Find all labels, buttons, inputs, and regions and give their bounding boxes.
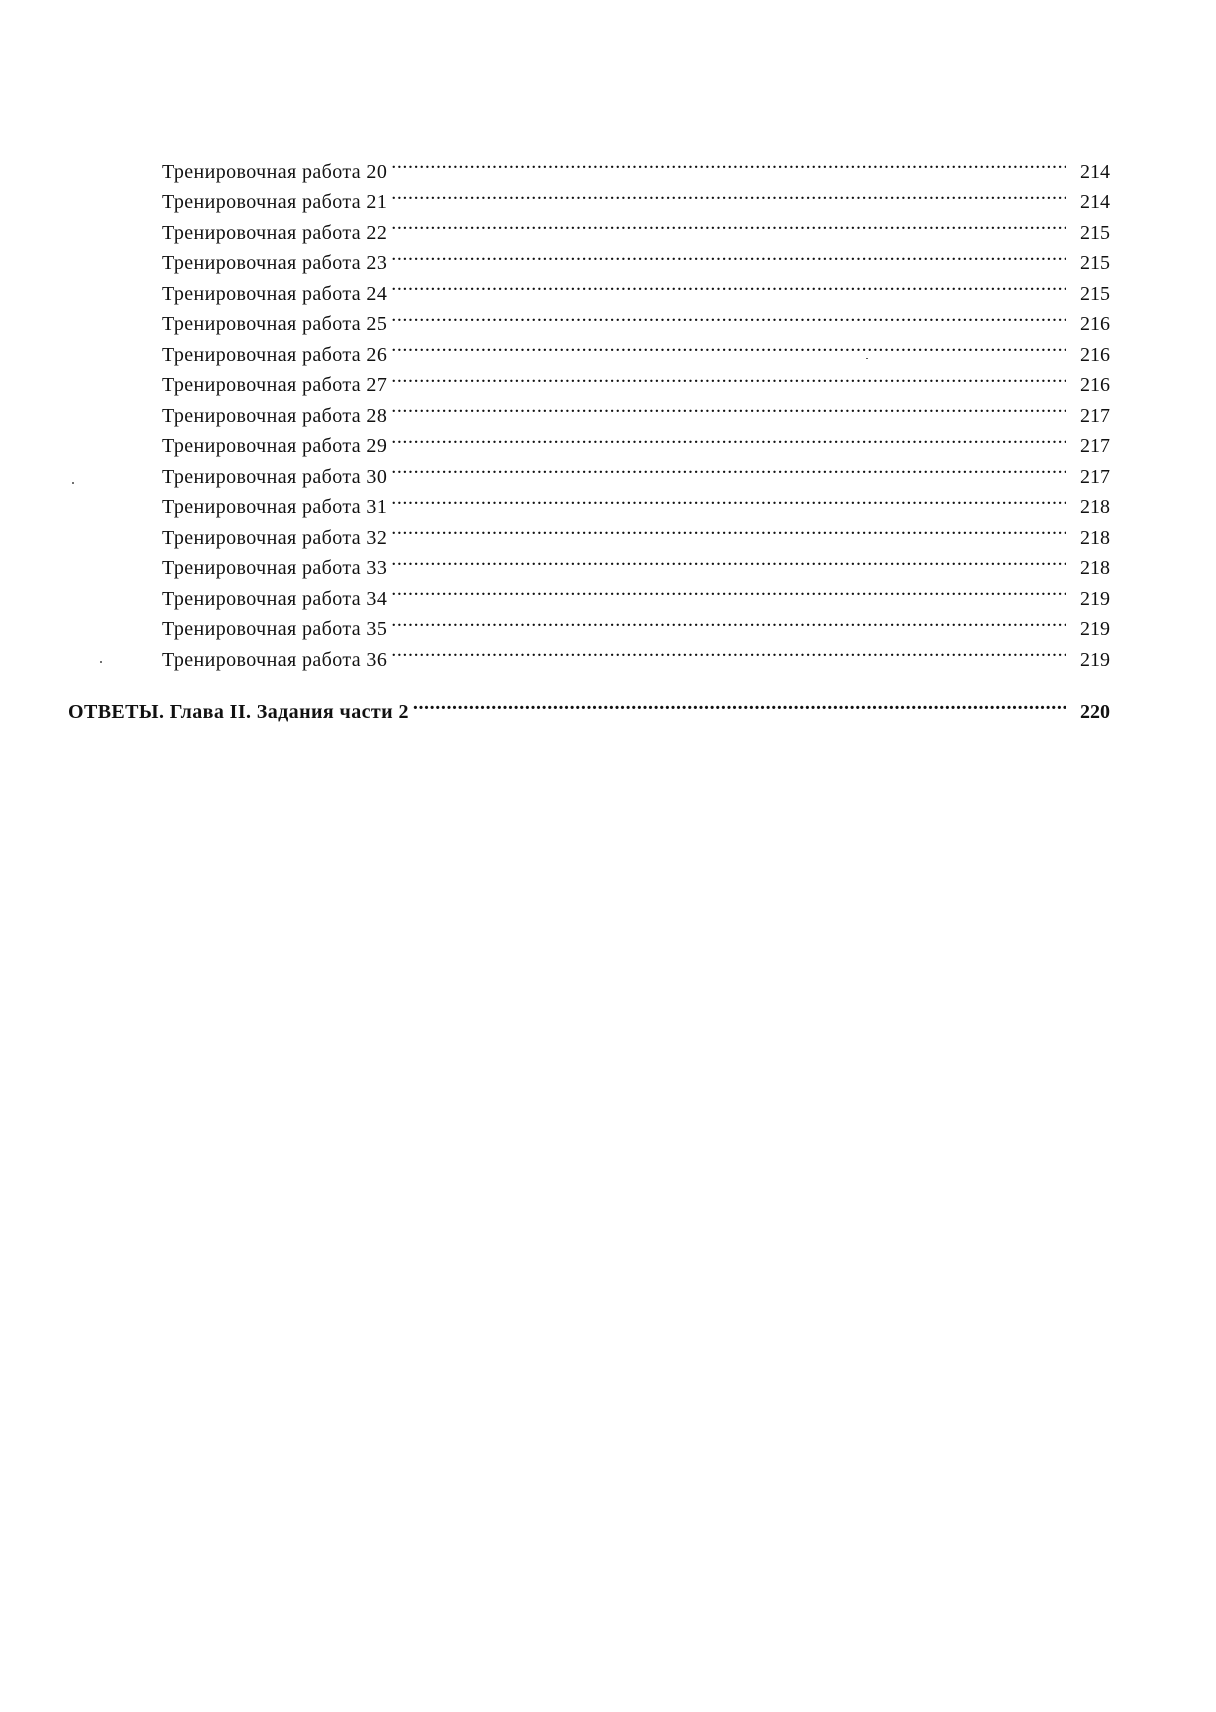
dot-leader <box>391 239 1066 270</box>
toc-entry[interactable] <box>162 361 1110 396</box>
dot-leader <box>391 361 1066 392</box>
toc-entry-label: Тренировочная работа 35 <box>162 618 388 640</box>
toc-entry-label: Тренировочная работа 26 <box>162 343 388 366</box>
toc-entry[interactable] <box>162 513 1110 549</box>
toc-entry-page: 214 <box>1080 191 1110 213</box>
toc-entry-page: 215 <box>1080 282 1110 305</box>
toc-entry-page: 216 <box>1080 374 1110 396</box>
dot-leader <box>413 688 1066 719</box>
toc-entry-page: 218 <box>1080 526 1110 549</box>
toc-entry[interactable] <box>162 330 1110 366</box>
dot-leader <box>391 483 1066 514</box>
scan-speck <box>72 482 74 484</box>
toc-entry-label: Тренировочная работа 27 <box>162 374 388 396</box>
toc-entry[interactable] <box>162 544 1110 579</box>
toc-entry[interactable] <box>162 208 1110 244</box>
table-of-contents <box>0 147 1216 723</box>
dot-leader <box>391 178 1066 209</box>
toc-entry[interactable] <box>162 391 1110 427</box>
toc-entry-page: 218 <box>1080 557 1110 579</box>
toc-entry-label: Тренировочная работа 23 <box>162 252 388 274</box>
dot-leader <box>391 147 1066 178</box>
dot-leader <box>391 635 1066 666</box>
toc-entry[interactable] <box>162 574 1110 610</box>
dot-leader <box>391 208 1066 239</box>
dot-leader <box>391 422 1066 453</box>
toc-entry-label: Тренировочная работа 30 <box>162 465 388 488</box>
toc-entry-label: Тренировочная работа 36 <box>162 648 388 671</box>
dot-leader <box>391 391 1066 422</box>
toc-entry-label: Тренировочная работа 33 <box>162 557 388 579</box>
toc-entry-label: Тренировочная работа 20 <box>162 160 388 183</box>
scan-speck <box>866 358 868 359</box>
toc-entry[interactable] <box>162 300 1110 335</box>
toc-entry-label: Тренировочная работа 34 <box>162 587 388 610</box>
toc-entry[interactable] <box>162 635 1110 671</box>
dot-leader <box>391 269 1066 300</box>
toc-entry[interactable] <box>162 178 1110 213</box>
toc-entry-page: 219 <box>1080 587 1110 610</box>
scan-speck <box>100 661 102 663</box>
toc-entry[interactable] <box>162 483 1110 518</box>
toc-entry-page: 215 <box>1080 221 1110 244</box>
toc-entry-label: Тренировочная работа 29 <box>162 435 388 457</box>
toc-entry[interactable] <box>162 269 1110 305</box>
dot-leader <box>391 330 1066 361</box>
toc-entry-page: 216 <box>1080 313 1110 335</box>
dot-leader <box>391 452 1066 483</box>
toc-entry-page: 215 <box>1080 252 1110 274</box>
toc-entry-page: 217 <box>1080 404 1110 427</box>
toc-section-entry[interactable] <box>68 688 1110 723</box>
toc-entry-label: Тренировочная работа 21 <box>162 191 388 213</box>
toc-entry[interactable] <box>162 452 1110 488</box>
toc-entry-page: 219 <box>1080 618 1110 640</box>
toc-entry-label: Тренировочная работа 32 <box>162 526 388 549</box>
toc-entry-label: Тренировочная работа 22 <box>162 221 388 244</box>
dot-leader <box>391 574 1066 605</box>
toc-entry[interactable] <box>162 605 1110 640</box>
dot-leader <box>391 544 1066 575</box>
toc-entry-label: Тренировочная работа 28 <box>162 404 388 427</box>
dot-leader <box>391 513 1066 544</box>
toc-entry-label: Тренировочная работа 24 <box>162 282 388 305</box>
toc-entry[interactable] <box>162 239 1110 274</box>
toc-entry-page: 218 <box>1080 496 1110 518</box>
toc-entry-page: 217 <box>1080 465 1110 488</box>
toc-entry-page: 214 <box>1080 160 1110 183</box>
toc-entry-page: 217 <box>1080 435 1110 457</box>
toc-entry-page: 219 <box>1080 648 1110 671</box>
toc-entry-page: 216 <box>1080 343 1110 366</box>
toc-entry-label: Тренировочная работа 31 <box>162 496 388 518</box>
toc-entry-label: Тренировочная работа 25 <box>162 313 388 335</box>
dot-leader <box>391 605 1066 636</box>
toc-entry[interactable] <box>162 422 1110 457</box>
toc-section-label: ОТВЕТЫ. Глава II. Задания части 2 <box>68 701 409 723</box>
dot-leader <box>391 300 1066 331</box>
toc-entry[interactable] <box>162 147 1110 183</box>
toc-section-page: 220 <box>1080 701 1110 723</box>
